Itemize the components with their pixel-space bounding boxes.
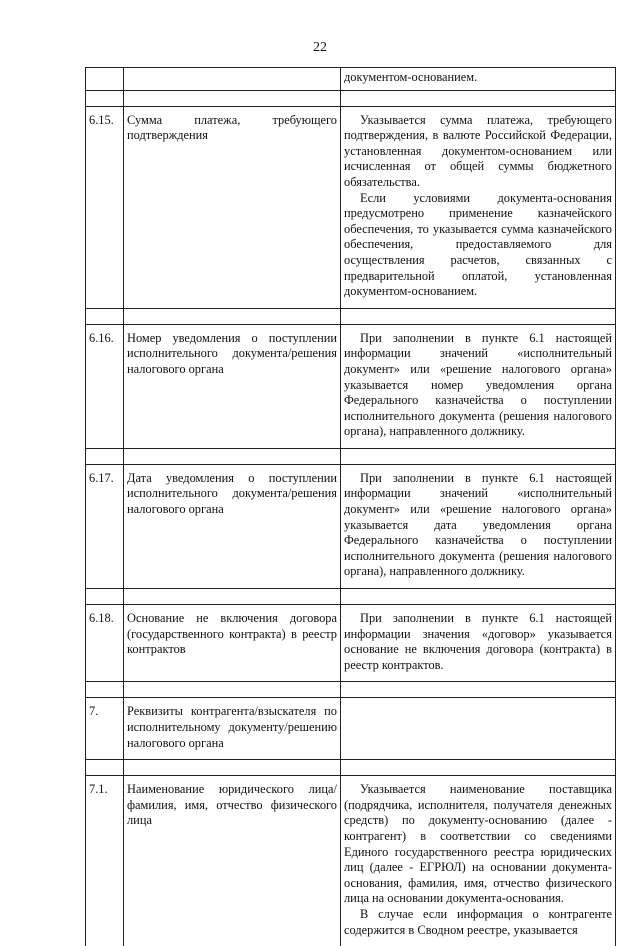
row-field-name: Реквизиты контрагента/взыскателя по исполнительному документу/решению налогового органа: [124, 698, 341, 760]
row-number: 7.: [86, 698, 124, 760]
row-gap: [86, 448, 616, 464]
row-description: [341, 698, 616, 760]
table-row: [86, 106, 616, 308]
table-row: [86, 464, 616, 588]
row-field-name: Номер уведомления о поступлении исполнительного документа/решения налогового органа: [124, 324, 341, 448]
description-paragraph: В случае если информация о контрагенте содержится в Сводном реестре, указывается: [344, 906, 612, 937]
table-row: [86, 68, 616, 91]
description-paragraph: Если условиями документа-основания предусмотрено применение казначейского обеспечения, то указывается сумма казначейского обеспечения, предоставляемого для осуществления расчетов, связанных с предварительной оплатой, установленная документом-основанием.: [344, 190, 612, 299]
row-description: [341, 324, 616, 448]
document-table: [85, 67, 616, 946]
row-number: [86, 68, 124, 91]
row-gap: [86, 308, 616, 324]
page-number: 22: [313, 40, 327, 55]
description-paragraph: При заполнении в пункте 6.1 настоящей информации значений «исполнительный документ» или «решение налогового органа» указывается номер уведомления органа Федерального казначейства о поступлении исполнительного документа (решения налогового органа), направленного должнику.: [344, 330, 612, 439]
row-gap: [86, 760, 616, 776]
row-field-name: Наименование юридического лица/фамилия, имя, отчество физического лица: [124, 776, 341, 946]
row-description: [341, 106, 616, 308]
row-field-name: Дата уведомления о поступлении исполнительного документа/решения налогового органа: [124, 464, 341, 588]
description-paragraph: Указывается сумма платежа, требующего подтверждения, в валюте Российской Федерации, установленная документом-основанием или исчисленная от общей суммы бюджетного обязательства.: [344, 112, 612, 189]
table-row: [86, 698, 616, 760]
row-field-name: Сумма платежа, требующего подтверждения: [124, 106, 341, 308]
table-row: [86, 605, 616, 682]
row-number: 7.1.: [86, 776, 124, 946]
row-gap: [86, 589, 616, 605]
row-description: [341, 605, 616, 682]
row-number: 6.15.: [86, 106, 124, 308]
row-gap: [86, 90, 616, 106]
table-row: [86, 776, 616, 946]
row-number: 6.18.: [86, 605, 124, 682]
description-paragraph: документом-основанием.: [344, 70, 478, 84]
row-description: [341, 464, 616, 588]
row-field-name: [124, 68, 341, 91]
description-paragraph: При заполнении в пункте 6.1 настоящей информации значения «договор» указывается основание не включения договора (контракта) в реестр контрактов.: [344, 611, 612, 672]
table-row: [86, 324, 616, 448]
row-description: [341, 776, 616, 946]
row-number: 6.16.: [86, 324, 124, 448]
row-number: 6.17.: [86, 464, 124, 588]
row-field-name: Основание не включения договора (государственного контракта) в реестр контрактов: [124, 605, 341, 682]
row-description: [341, 68, 616, 91]
description-paragraph: Указывается наименование поставщика (подрядчика, исполнителя, получателя денежных средств) по документу-основанию (далее - контрагент) в соответствии со сведениями Единого государственного реестра юридических лиц (далее - ЕГРЮЛ) на основании документа-основания, фамилия, имя, отчество физического лица на основании документа-основания.: [344, 782, 612, 906]
row-gap: [86, 682, 616, 698]
description-paragraph: При заполнении в пункте 6.1 настоящей информации значений «исполнительный документ» или «решение налогового органа» указывается дата уведомления органа Федерального казначейства о поступлении исполнительного документа (решения налогового органа), направленного должнику.: [344, 470, 612, 579]
